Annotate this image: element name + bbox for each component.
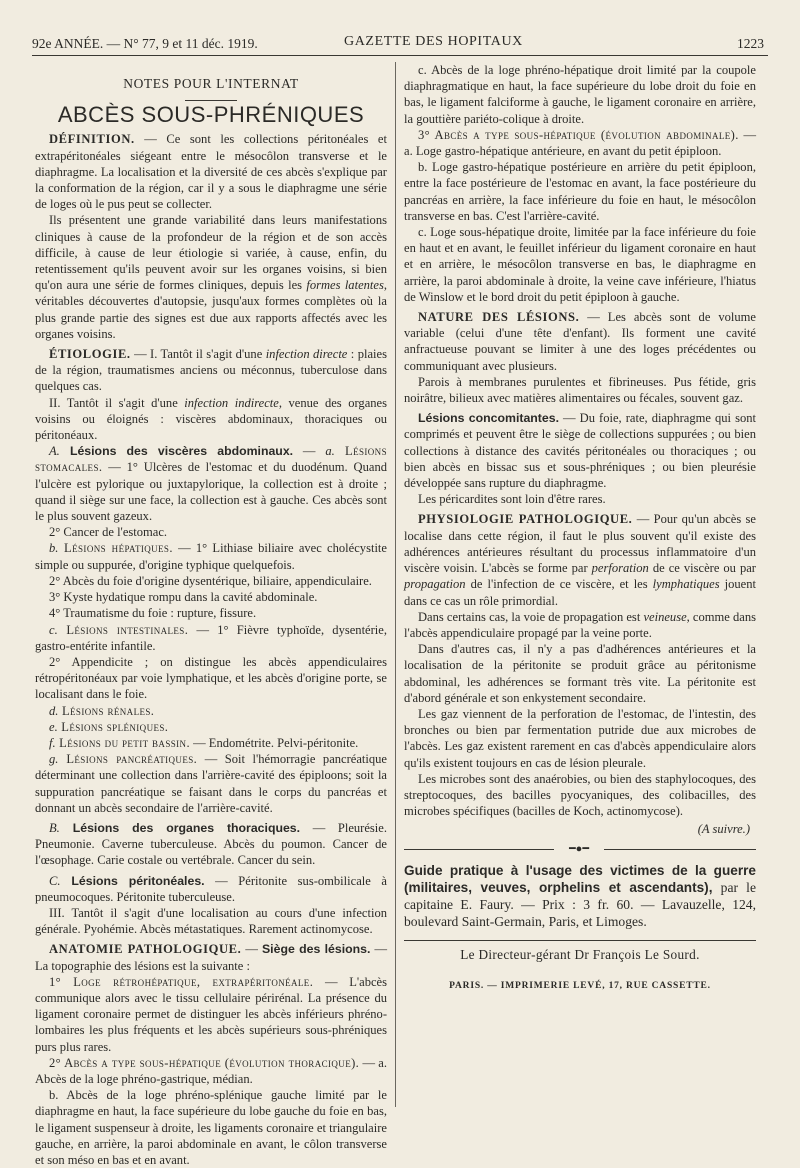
loge-phreno-splenique: b. Abcès de la loge phréno-splénique gauche limité par le diaphragme en haut, la face supérieure du lobe gauche du foie en bas, le ligament suspenseur à droite, les ligaments coronaire et triangulaire gauche, en arrière, la paroi abdominale en avant, le côlon transverse et son méso en bas et en avant. [35,1088,387,1167]
rubric-rule [185,100,237,101]
lesions-renales: d. Lésions rénales. [49,703,155,718]
lesions-peritoneales: C. Lésions péritonéales. — Péritonite sus-ombilicale à pneumocoques. Péritonite tuberculeuse. [35,873,387,904]
kyste-hydatique: 3° Kyste hydatique rompu dans la cavité abdominale. [49,590,318,605]
abces-foie: 2° Abcès du foie d'origine dysentérique, biliaire, appendiculaire. [49,573,372,588]
appendicite: 2° Appendicite ; on distingue les abcès appendiculaires rétropéritonéaux par voie lymphatique, et les abcès d'origine porte, se localisant dans le foie. [35,654,387,702]
nature-lesions: NATURE DES LÉSIONS. — Les abcès sont de volume variable (celui d'une tête d'enfant). Ils forment une cavité anfractueuse pouvant se limiter à une des loges précédentes ou communiquant avec plusieurs. [404,310,756,373]
printer-line: PARIS. — IMPRIMERIE LEVÉ, 17, RUE CASSETTE. [449,980,711,991]
lesions-petit-bassin: f. Lésions du petit bassin. — Endométrite. Pelvi-péritonite. [49,735,359,750]
right-column [404,62,756,994]
microbes: Les microbes sont des anaérobies, ou bien des staphylocoques, des streptocoques, des bacilles pyocyaniques, des colibacilles, des microbes spécifiques (bacilles de Koch, actinomycose). [404,771,756,819]
loge-sous-hepatique-droite: c. Loge sous-hépatique droite, limitée par la face inférieure du foie en haut et en avant, le feuillet inférieur du ligament coronaire en haut et en arrière, le mésocôlon transverse en bas, le diaphragme en arrière, la paroi abdominale à droite, la veine cave inférieure, l'hiatus de Winslow et le bord droit du petit épiploon à gauche. [404,225,756,304]
lesions-intestinales: c. Lésions intestinales. — 1° Fièvre typhoïde, dysentérie, gastro-entérite infantile. [35,622,387,653]
lesions-hepatiques: b. Lésions hépatiques. — 1° Lithiase biliaire avec cholécystite simple ou suppurée, d'origine typhique quelquefois. [35,541,387,572]
definition-paragraph-2: Ils présentent une grande variabilité dans leurs manifestations cliniques à cause de la profondeur de la région et de son accès difficile, à cause de leur étiologie si variée, à cause, enfin, du retentissement qu'ils peuvent avoir sur les organes voisins, si bien qu'on aura une série de formes cliniques, depuis les formes latentes, véritables découvertes d'autopsie, jusqu'aux formes complètes où la plus grande partie des signes est due aux rapports affectés avec les organes voisins. [35,213,387,341]
issue-info: 92e ANNÉE. — N° 77, 9 et 11 déc. 1919. [32,36,258,51]
column-divider [395,62,396,1107]
lesions-spleniques: e. Lésions spléniques. [49,719,169,734]
infection-generale: III. Tantôt il s'agit d'une localisation au cours d'une infection générale. Pyohémie. Abcès métastatiques. Rarement actinomycose. [35,905,387,937]
director-line: Le Directeur-gérant Dr François Le Sourd. [460,947,700,963]
page-number: 1223 [737,36,764,51]
page-header [32,33,768,56]
parois: Parois à membranes purulentes et fibrineuses. Pus fétide, gris noirâtre, bilieux avec matières alimentaires ou fécales, souvent gaz. [404,374,756,406]
ornamental-rule [404,842,756,856]
etiologie-ii: II. Tantôt il s'agit d'une infection indirecte, venue des organes voisins ou éloignés : viscères abdominaux, thoraciques ou péritonéaux. [35,395,387,443]
abces-sous-hepatique-thoracique: 2° Abcès a type sous-hépatique (évolution thoracique). — a. Abcès de la loge phréno-gastrique, médian. [35,1055,388,1086]
lesions-concomitantes: Lésions concomitantes. — Du foie, rate, diaphragme qui sont comprimés et peuvent être le siège de collections suppurées ; ou bien collections à distance des cavités péritonéales ou thoraciques ; ou bien abcès en bissac sus et sous-phréniques ; ou bien pleurésie développée sans rupture du diaphragme. [404,411,756,491]
cancer-estomac: 2° Cancer de l'estomac. [49,525,168,540]
pericardites: Les péricardites sont loin d'être rares. [418,492,606,507]
voie-veineuse: Dans certains cas, la voie de propagation est veineuse, comme dans l'abcès appendiculaire propagé par la veine porte. [404,609,757,640]
left-column [35,62,387,1168]
article-title: ABCÈS SOUS-PHRÉNIQUES [57,102,365,128]
journal-title: GAZETTE DES HOPITAUX [344,34,523,49]
loge-retrohepatique: 1° Loge rétrohépatique, extrapéritonéale. — L'abcès communique alors avec le tissu cellulaire périrénal. La présence du ligament coronaire permet de distinguer les abcès inférieurs phréno-lombaires les plus fréquents et les abcès supérieurs sous-phréniques purs plus rares. [35,974,388,1054]
lesions-abdominaux: A. Lésions des viscères abdominaux. — a. Lésions stomacales. — 1° Ulcères de l'estomac et du duodénum. Quand l'ulcère est pylorique ou juxtapylorique, la collection est à droite ; quand il siège sur une face, la collection est à gauche. Ces abcès sont le plus souvent gazeux. [35,444,387,524]
guide-notice: Guide pratique à l'usage des victimes de la guerre (militaires, veuves, orphelins et ascendants), par le capitaine E. Faury. — Prix : 3 fr. 60. — Lavauzelle, 124, boulevard Saint-Germain, Paris, et Limoges. [404,862,756,930]
ornament-icon: ━●━ [554,842,604,856]
lesions-thoraciques: B. Lésions des organes thoraciques. — Pleurésie. Pneumonie. Caverne tuberculeuse. Abcès du poumon. Cancer de l'œsophage. Carie costale ou vertébrale. Cancer du sein. [35,820,387,868]
footer-rule [404,940,756,941]
lesions-pancreatiques: g. Lésions pancréatiques. — Soit l'hémorragie pancréatique déterminant une collection dans l'arrière-cavité des épiploons; soit la suppuration pancréatique se faisant dans le corps du pancréas et donnant un abcès secondaire de l'arrière-cavité. [35,752,388,815]
sans-adherences: Dans d'autres cas, il n'y a pas d'adhérences antérieures et la localisation de la péritonite se produit grâce au péritonisme abdominal, les adhérences se formant très vite. La péritonite est d'abord générale et son enkystement secondaire. [404,642,756,705]
continued-note: (A suivre.) [697,822,750,837]
etiologie-paragraph: ÉTIOLOGIE. — I. Tantôt il s'agit d'une infection directe : plaies de la région, traumatismes anciens ou méconnus, tuberculose dans quelques cas. [35,347,387,394]
rubric: NOTES POUR L'INTERNAT [123,76,299,91]
anatomie-paragraph: ANATOMIE PATHOLOGIQUE. — Siège des lésions. — La topographie des lésions est la suivante : [35,942,388,973]
gaz: Les gaz viennent de la perforation de l'estomac, de l'intestin, des bronches ou bien par fermentation putride due aux microbes de l'abcès. Les gaz existent rarement en cas d'abcès appendiculaire alors qu'ils existent toujours en cas de lésion pleurale. [404,706,756,770]
loge-phreno-hepatique: c. Abcès de la loge phréno-hépatique droit limité par la coupole diaphragmatique en haut, la face supérieure du lobe droit du foie en bas, le ligament falciforme à gauche, le ligament coronaire en arrière, la gouttière pariéto-colique à droite. [404,63,756,126]
physiologie-pathologique: PHYSIOLOGIE PATHOLOGIQUE. — Pour qu'un abcès se localise dans cette région, il faut le plus souvent qu'il existe des adhérences antérieures résultant du processus inflammatoire d'un viscère voisin. L'abcès se forme par perforation de ce viscère ou par propagation de l'infection de ce viscère, et les lymphatiques jouent dans ce cas un rôle primordial. [404,512,756,608]
loge-gastro-hepatique-posterieure: b. Loge gastro-hépatique postérieure en arrière du petit épiploon, entre la face postérieure de l'estomac en avant, la face postérieure du pancréas en arrière, la face inférieure du foie en haut, le mésocôlon transverse en bas. C'est l'arrière-cavité. [404,160,756,223]
traumatisme-foie: 4° Traumatisme du foie : rupture, fissure. [49,606,257,621]
abces-sous-hepatique-abdominale: 3° Abcès a type sous-hépatique (évolution abdominale). — a. Loge gastro-hépatique antérieure, en avant du petit épiploon. [404,127,757,159]
definition-paragraph: DÉFINITION. — Ce sont les collections péritonéales et extrapéritonéales siégeant entre le mésocôlon transverse et le diaphragme. La localisation et la diversité de ces abcès s'explique par la conformation de la région, car il y a sous le diaphragme une série de loges où le pus peut se collecter. [35,132,387,212]
